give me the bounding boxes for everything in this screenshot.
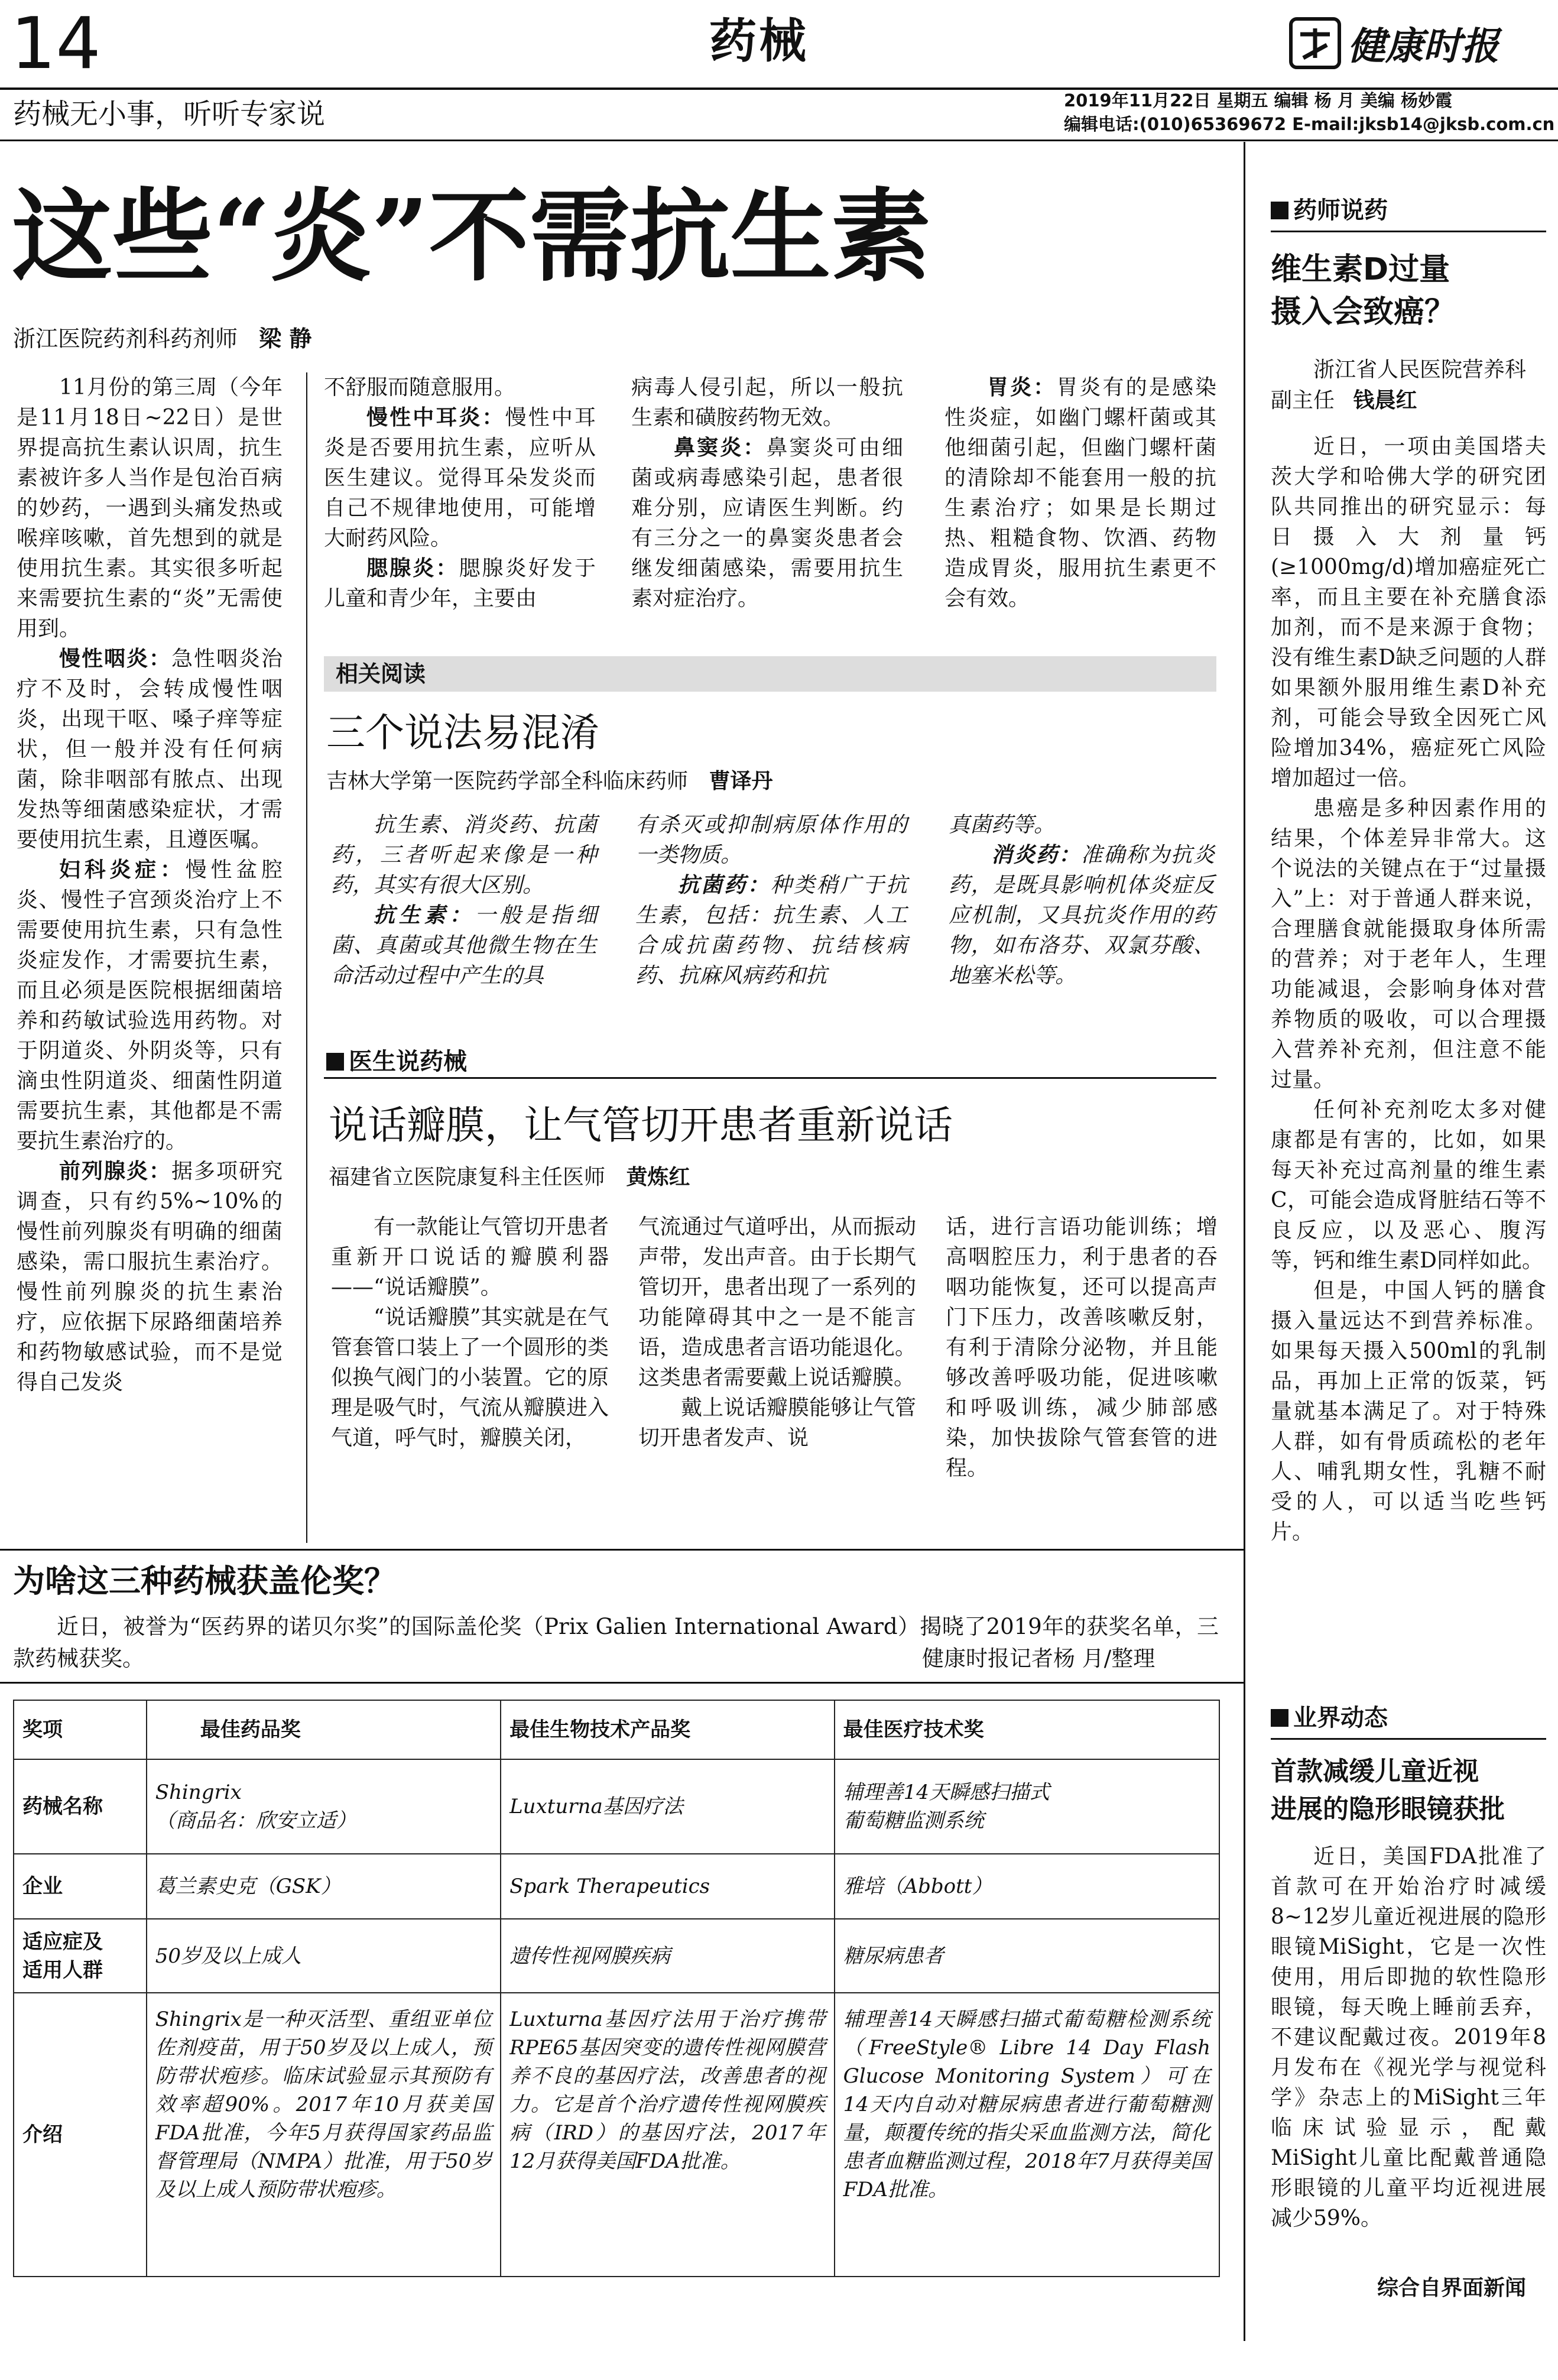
paragraph-text: 有杀灭或抑制病原体作用的一类物质。 bbox=[635, 813, 907, 867]
page-number: 14 bbox=[11, 3, 101, 85]
pharmacist-section-label bbox=[1271, 195, 1388, 226]
paragraph: 近日，一项由美国塔夫茨大学和哈佛大学的研究团队共同推出的研究显示：每日摄入大剂量钙(≥1000mg/d)增加癌症死亡率，而且主要在补充膳食添加剂，而不是来源于食物；没有维生素D缺乏问题的人群如果额外服用维生素D补充剂，可能会导致全因死亡风险增加34%，癌症死亡风险增加超过一倍。 bbox=[1271, 435, 1546, 790]
paragraph-lead: 妇科炎症： bbox=[59, 858, 186, 882]
industry-label-text: 业界动态 bbox=[1293, 1704, 1388, 1732]
paragraph: 患癌是多种因素作用的结果，个体差异非常大。这个说法的关键点在于“过量摄入”上：对于普通人群来说，合理膳食就能摄取身体所需的营养；对于老年人，生理功能减退，会影响身体对营养物质的吸收，可以合理摄入营养补充剂，但注意不能过量。 bbox=[1271, 796, 1546, 1092]
paragraph bbox=[17, 855, 283, 1156]
paragraph bbox=[949, 840, 1215, 991]
paragraph bbox=[324, 403, 596, 553]
paragraph: 但是，中国人钙的膳食摄入量远达不到营养标准。如果每天摄入500ml的乳制品，再加上正常的饭菜，钙量就基本满足了。对于特殊人群，如有骨质疏松的老年人、哺乳期女性，乳糖不耐受的人，可以适当吃些钙片。 bbox=[1271, 1279, 1546, 1544]
doctor-section-label bbox=[326, 1046, 467, 1077]
award-cell: Spark Therapeutics bbox=[501, 1854, 835, 1919]
main-article-col-4 bbox=[944, 372, 1216, 638]
paragraph-text: 鼻窦炎可由细菌或病毒感染引起，患者很难分别，应请医生判断。约有三分之一的鼻窦炎患者会继发细菌感染，需要用抗生素对症治疗。 bbox=[631, 436, 903, 611]
paragraph-lead: 腮腺炎： bbox=[366, 556, 459, 581]
industry-rule bbox=[1271, 1738, 1546, 1740]
main-article-col-1 bbox=[17, 372, 283, 1543]
award-row-label: 企业 bbox=[14, 1854, 147, 1919]
related-col-3 bbox=[949, 810, 1215, 1005]
award-cell: 遗传性视网膜疾病 bbox=[501, 1919, 835, 1993]
paragraph-text: 胃炎有的是感染性炎症，如幽门螺杆菌或其他细菌引起，但幽门螺杆菌的清除却不能套用一般的抗生素治疗；如果是长期过热、粗糙食物、饮酒、药物造成胃炎，服用抗生素更不会有效。 bbox=[944, 375, 1216, 611]
award-header-cell: 最佳医疗技术奖 bbox=[835, 1700, 1219, 1759]
award-header-cell: 奖项 bbox=[14, 1700, 147, 1759]
paragraph bbox=[17, 372, 283, 644]
award-cell: 辅理善14天瞬感扫描式 葡萄糖监测系统 bbox=[835, 1759, 1219, 1854]
paragraph bbox=[638, 1393, 916, 1453]
editor-contact: 编辑电话:(010)65369672 E-mail:jksb14@jksb.com.cn bbox=[1064, 114, 1555, 134]
section-square-icon bbox=[326, 1053, 344, 1071]
pharmacist-byline-author: 钱晨红 bbox=[1353, 388, 1417, 413]
byline-org: 浙江医院药剂科药剂师 bbox=[13, 326, 238, 352]
paragraph-text: 真菌药等。 bbox=[949, 813, 1056, 837]
section-square-icon bbox=[1271, 1709, 1288, 1727]
paragraph bbox=[635, 870, 907, 991]
paragraph-text: 腮腺炎好发于儿童和青少年，主要由 bbox=[324, 556, 596, 611]
pharmacist-byline-org: 浙江省人民医院营养科副主任 bbox=[1271, 358, 1527, 413]
award-cell: Luxturna基因疗法用于治疗携带RPE65基因突变的遗传性视网膜营养不良的基因疗法，改善患者的视力。它是首个治疗遗传性视网膜疾病（IRD）的基因疗法，2017年12月获得美国FDA批准。 bbox=[501, 1993, 835, 2277]
related-title: 三个说法易混淆 bbox=[326, 710, 599, 755]
award-table-row bbox=[14, 1854, 1219, 1919]
byline-author: 梁 静 bbox=[259, 326, 312, 352]
related-byline-org: 吉林大学第一医院药学部全科临床药师 bbox=[326, 769, 689, 793]
galien-award-table bbox=[13, 1700, 1220, 2277]
right-column-divider bbox=[1244, 142, 1245, 2341]
paragraph-text: 慢性中耳炎是否要用抗生素，应听从医生建议。觉得耳朵发炎而自己不规律地使用，可能增大耐药风险。 bbox=[324, 406, 596, 550]
page-tagline: 药械无小事，听听专家说 bbox=[13, 98, 326, 131]
paragraph-lead: 鼻窦炎： bbox=[674, 436, 767, 460]
galien-intro: 近日，被誉为“医药界的诺贝尔奖”的国际盖伦奖（Prix Galien International Award）揭晓了2019年的获奖名单，三款药械获奖。 bbox=[13, 1614, 1219, 1671]
paragraph-lead: 消炎药： bbox=[991, 843, 1081, 867]
paragraph-text: 据多项研究调查，只有约5%~10%的慢性前列腺炎有明确的细菌感染，需口服抗生素治疗。慢性前列腺炎的抗生素治疗，应依据下尿路细菌培养和药物敏感试验，而不是觉得自己发炎 bbox=[17, 1159, 283, 1395]
award-cell: 雅培（Abbott） bbox=[835, 1854, 1219, 1919]
related-reading-label-bar bbox=[324, 656, 1216, 692]
paragraph bbox=[324, 553, 596, 614]
related-col-2 bbox=[635, 810, 907, 1005]
award-table-row bbox=[14, 1759, 1219, 1854]
paragraph-text: “说话瓣膜”其实就是在气管套管口装上了一个圆形的类似换气阀门的小装置。它的原理是吸气时，气流从瓣膜进入气道，呼气时，瓣膜关闭， bbox=[331, 1305, 609, 1450]
section-square-icon bbox=[1271, 202, 1288, 219]
doctor-byline-org: 福建省立医院康复科主任医师 bbox=[329, 1165, 606, 1189]
doctor-section-rule bbox=[324, 1077, 1216, 1079]
related-byline-author: 曹译丹 bbox=[709, 769, 773, 793]
award-cell: 糖尿病患者 bbox=[835, 1919, 1219, 1993]
doctor-col-3 bbox=[946, 1212, 1218, 1543]
award-row-label: 药械名称 bbox=[14, 1759, 147, 1854]
paragraph bbox=[17, 644, 283, 855]
related-col-1 bbox=[331, 810, 597, 1005]
industry-body bbox=[1271, 1841, 1546, 2273]
doctor-byline-author: 黄炼红 bbox=[626, 1165, 690, 1189]
doctor-byline bbox=[329, 1162, 690, 1193]
section-title: 药械 bbox=[709, 14, 809, 69]
newspaper-logo bbox=[1288, 17, 1499, 70]
award-table-header-row bbox=[14, 1700, 1219, 1759]
pharmacist-title: 维生素D过量 摄入会致癌？ bbox=[1271, 252, 1456, 330]
paragraph-text: 准确称为抗炎药，是既具影响机体炎症反应机制，又具抗炎作用的药物，如布洛芬、双氯芬酸、地塞米松等。 bbox=[949, 843, 1215, 988]
award-cell: Shingrix是一种灭活型、重组亚单位佐剂疫苗，用于50岁及以上成人，预防带状疱疹。临床试验显示其预防有效率超90%。2017年10月获美国FDA批准，今年5月获得国家药品监督管理局（NMPA）批准，用于50岁及以上成人预防带状疱疹。 bbox=[147, 1993, 501, 2277]
award-row-label: 适应症及 适用人群 bbox=[14, 1919, 147, 1993]
pharmacist-body bbox=[1271, 432, 1546, 1673]
header-rule-bottom bbox=[0, 140, 1558, 141]
award-table-row bbox=[14, 1919, 1219, 1993]
paragraph bbox=[631, 433, 903, 614]
paragraph-lead: 胃炎： bbox=[987, 375, 1057, 400]
galien-title: 为啥这三种药械获盖伦奖？ bbox=[13, 1562, 396, 1600]
award-cell: 葛兰素史克（GSK） bbox=[147, 1854, 501, 1919]
award-cell: Shingrix （商品名：欣安立适） bbox=[147, 1759, 501, 1854]
related-byline bbox=[326, 766, 772, 797]
award-header-cell: 最佳药品奖 bbox=[147, 1700, 501, 1759]
pharmacist-rule bbox=[1271, 231, 1546, 232]
paragraph-lead: 慢性咽炎： bbox=[59, 647, 171, 671]
paragraph-text: 急性咽炎治疗不及时，会转成慢性咽炎，出现干呕、嗓子痒等症状，但一般并没有任何病菌，除非咽部有脓点、出现发热等细菌感染症状，才需要使用抗生素，且遵医嘱。 bbox=[17, 647, 283, 852]
galien-top-rule bbox=[0, 1549, 1244, 1551]
award-cell: 50岁及以上成人 bbox=[147, 1919, 501, 1993]
paragraph bbox=[324, 372, 596, 403]
doctor-label-text: 医生说药械 bbox=[349, 1048, 467, 1075]
paragraph-text: 话，进行言语功能训练；增高咽腔压力，利于患者的吞咽功能恢复，还可以提高声门下压力，改善咳嗽反射，有利于清除分泌物，并且能够改善呼吸功能，促进咳嗽和呼吸训练，减少肺部感染，加快拔除气管套管的进程。 bbox=[946, 1215, 1218, 1480]
logo-text: 健康时报 bbox=[1348, 24, 1499, 69]
paragraph-lead: 抗菌药： bbox=[678, 873, 771, 897]
award-cell: 辅理善14天瞬感扫描式葡萄糖检测系统（FreeStyle® Libre 14 Day Flash Glucose Monitoring System）可在14天内自动对糖尿病患者进行葡萄糖测量，颠覆传统的指尖采血监测方法，简化患者血糖监测过程，2018年7月获得美国FDA批准。 bbox=[835, 1993, 1219, 2277]
industry-title: 首款减缓儿童近视 进展的隐形眼镜获批 bbox=[1271, 1756, 1505, 1824]
paragraph-text: 病毒人侵引起，所以一般抗生素和磺胺药物无效。 bbox=[631, 375, 903, 430]
paragraph bbox=[331, 900, 597, 991]
paragraph-lead: 前列腺炎： bbox=[59, 1159, 171, 1183]
paragraph-text: 有一款能让气管切开患者重新开口说话的瓣膜利器——“说话瓣膜”。 bbox=[331, 1215, 609, 1299]
main-article-col-3 bbox=[631, 372, 903, 638]
paragraph bbox=[331, 1212, 609, 1302]
paragraph bbox=[944, 372, 1216, 614]
galien-mid-rule bbox=[0, 1682, 1244, 1684]
paragraph-text: 一般是指细菌、真菌或其他微生物在生命活动过程中产生的具 bbox=[331, 903, 597, 988]
paragraph-text: 抗生素、消炎药、抗菌药，三者听起来像是一种药，其实有很大区别。 bbox=[331, 813, 597, 897]
main-article-col-2 bbox=[324, 372, 596, 638]
paragraph bbox=[631, 372, 903, 433]
doctor-col-1 bbox=[331, 1212, 609, 1543]
paragraph-lead: 慢性中耳炎： bbox=[366, 406, 505, 430]
award-table-row bbox=[14, 1993, 1219, 2277]
industry-section-label bbox=[1271, 1703, 1388, 1733]
award-header-cell: 最佳生物技术产品奖 bbox=[501, 1700, 835, 1759]
paragraph bbox=[331, 1302, 609, 1453]
paragraph-text: 气流通过气道呼出，从而振动声带，发出声音。由于长期气管切开，患者出现了一系列的功能障碍其中之一是不能言语，造成患者言语功能退化。这类患者需要戴上说话瓣膜。 bbox=[638, 1215, 916, 1390]
paragraph-lead: 抗生素： bbox=[374, 903, 475, 928]
paragraph bbox=[638, 1212, 916, 1393]
award-row-label: 介绍 bbox=[14, 1993, 147, 2277]
main-article-title: 这些“炎”不需抗生素 bbox=[12, 177, 931, 296]
paragraph-text: 慢性盆腔炎、慢性子宫颈炎治疗上不需要使用抗生素，只有急性炎症发作，才需要抗生素，而且必须是医院根据细菌培养和药敏试验选用药物。对于阴道炎、外阴炎等，只有滴虫性阴道炎、细菌性阴道需要抗生素，其他都是不需要抗生素治疗的。 bbox=[17, 858, 283, 1153]
galien-credit: 健康时报记者杨 月/整理 bbox=[922, 1646, 1155, 1671]
related-reading-label: 相关阅读 bbox=[336, 661, 426, 687]
paragraph: 近日，美国FDA批准了首款可在开始治疗时减缓8~12岁儿童近视进展的隐形眼镜MiSight，它是一次性使用，用后即抛的软性隐形眼镜，每天晚上睡前丢弃，不建议配戴过夜。2019年8月发布在《视光学与视觉科学》杂志上的MiSight三年临床试验显示，配戴MiSight儿童比配戴普通隐形眼镜的儿童平均近视进展减少59%。 bbox=[1271, 1844, 1546, 2230]
issue-info: 2019年11月22日 星期五 编辑 杨 月 美编 杨妙霞 bbox=[1064, 90, 1453, 111]
paragraph-text: 戴上说话瓣膜能够让气管切开患者发声、说 bbox=[638, 1396, 916, 1450]
industry-credit: 综合自界面新闻 bbox=[1377, 2276, 1527, 2300]
main-article-byline bbox=[13, 322, 311, 355]
paragraph-text: 不舒服而随意服用。 bbox=[324, 375, 516, 400]
pharmacist-label-text: 药师说药 bbox=[1293, 197, 1388, 224]
paragraph bbox=[635, 810, 907, 870]
award-cell: Luxturna基因疗法 bbox=[501, 1759, 835, 1854]
paragraph: 任何补充剂吃太多对健康都是有害的，比如，如果每天补充过高剂量的维生素C，可能会造成肾脏结石等不良反应，以及恶心、腹泻等，钙和维生素D同样如此。 bbox=[1271, 1098, 1546, 1273]
paragraph bbox=[946, 1212, 1218, 1483]
paragraph bbox=[17, 1156, 283, 1397]
paragraph bbox=[949, 810, 1215, 840]
doctor-title: 说话瓣膜，让气管切开患者重新说话 bbox=[329, 1103, 953, 1148]
doctor-col-2 bbox=[638, 1212, 916, 1543]
pharmacist-byline bbox=[1271, 355, 1546, 416]
paragraph-text: 11月份的第三周（今年是11月18日~22日）是世界提高抗生素认识周，抗生素被许多人当作是包治百病的妙药，一遇到头痛发热或喉痒咳嗽，首先想到的就是使用抗生素。其实很多听起来需要抗生素的“炎”无需使用到。 bbox=[17, 375, 283, 641]
paragraph bbox=[331, 810, 597, 900]
col-divider-left bbox=[306, 372, 307, 1543]
logo-mark-icon bbox=[1288, 17, 1342, 70]
paragraph-text: 种类稍广于抗生素，包括：抗生素、人工合成抗菌药物、抗结核病药、抗麻风病药和抗 bbox=[635, 873, 907, 988]
